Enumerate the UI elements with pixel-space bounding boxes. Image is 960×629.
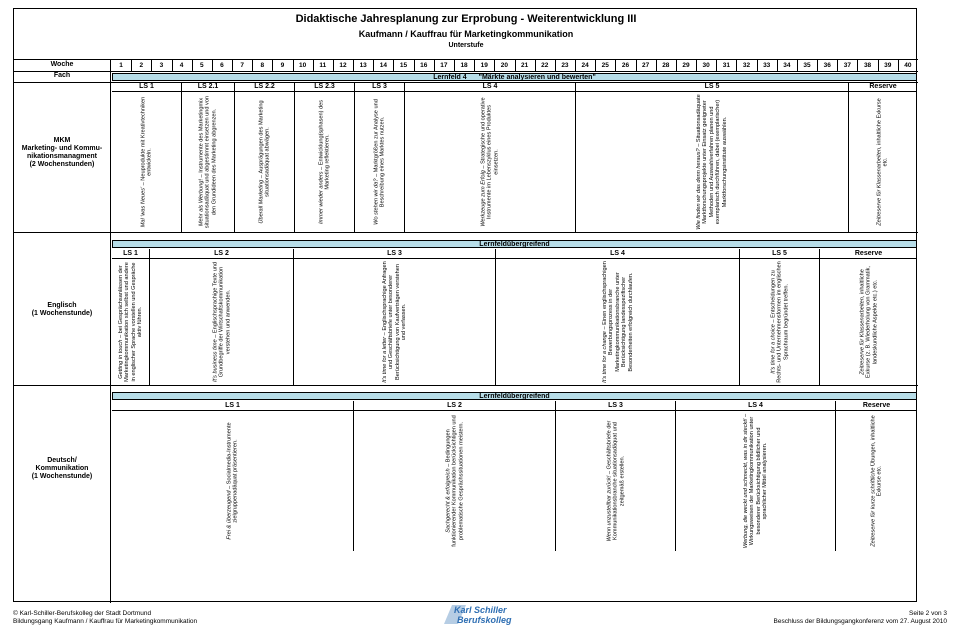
situation-text: Wirkungsweisen der Marketingkommunikation unter besonderer Berücksichtigung bildlicher und sprachlicher Mittel analysieren. — [749, 416, 768, 546]
situation-text: Entwicklung(sphasen) des Marketing reflektieren. — [318, 99, 331, 190]
situation-description — [445, 413, 464, 549]
grid-line — [192, 59, 193, 71]
situation-body — [112, 92, 181, 232]
grid-line — [736, 59, 737, 71]
grid-line — [212, 59, 213, 71]
week-cell: 29 — [682, 62, 690, 69]
week-cell: 7 — [240, 62, 244, 69]
situation-description — [877, 94, 890, 230]
situation-lead: Zeitreserve für kurze schriftliche — [870, 465, 877, 547]
situation-title: LS 3 — [294, 249, 495, 259]
situation-body — [676, 411, 835, 551]
situation-description — [258, 94, 271, 230]
situation-body — [355, 92, 404, 232]
situation-title: Reserve — [836, 401, 917, 411]
grid-line — [414, 59, 415, 71]
situation-lead: Wenn unzustellbar zurück! – — [605, 469, 612, 542]
situation-text: Socialmedia-Instrumente zielgruppenadäquat präsentieren. — [226, 422, 239, 523]
grid-line — [757, 59, 758, 71]
situation-lead: Wo stehen wir da? – — [373, 172, 380, 225]
learning-situation — [849, 82, 917, 232]
situation-text: Strategische und operative Instrumente im Lebenszyklus eines Produktes einsetzen. — [480, 97, 500, 220]
learning-situation — [112, 249, 150, 385]
situation-text: Englischsprachige Texte und Grundbegriffe der Wirtschaftskommunikation verstehen und anwenden. — [211, 261, 231, 378]
situation-text: Entscheidungen zu Rechts- und Unternehmensformen im englischen Sprachraum begründet treffen. — [769, 261, 789, 383]
situation-lead: Sachgerecht & erfolgreich – — [444, 462, 451, 533]
lernfeld-band: Lernfeldübergreifend — [112, 240, 917, 248]
footer-page: Seite 2 von 3 — [909, 610, 947, 617]
situation-text: Übungen, inhaltliche Exkurse etc. — [870, 415, 883, 497]
situation-title: LS 4 — [676, 401, 835, 411]
situation-body — [740, 259, 819, 385]
situation-body — [496, 259, 739, 385]
situation-body — [182, 92, 234, 232]
situation-lead: Zeitreserve für Klassenarbeiten, — [858, 294, 865, 375]
situation-text: Bedingungen funktionierender Kommunikation berücksichtigen und problematische Gesprächssituationen meistern. — [444, 415, 464, 547]
week-cell: 36 — [823, 62, 831, 69]
week-cell: 18 — [460, 62, 468, 69]
week-cell: 3 — [159, 62, 164, 69]
footer-right — [774, 610, 947, 626]
learning-situation — [496, 249, 740, 385]
week-cell: 13 — [359, 62, 367, 69]
situation-description — [212, 261, 231, 383]
week-cell: 33 — [763, 62, 771, 69]
situation-body — [294, 259, 495, 385]
grid-line — [172, 59, 173, 71]
situation-body — [150, 259, 293, 385]
situation-body — [576, 92, 848, 232]
situation-description — [743, 413, 769, 549]
grid-line — [515, 59, 516, 71]
week-cell: 22 — [541, 62, 549, 69]
week-cell: 30 — [702, 62, 710, 69]
week-cell: 15 — [399, 62, 408, 69]
grid-line — [232, 59, 233, 71]
learning-situation — [676, 401, 836, 551]
learning-situation — [235, 82, 295, 232]
situation-lead: It's time for a change – — [601, 324, 608, 383]
grid-line — [837, 59, 838, 71]
mkm-row — [112, 82, 917, 232]
week-cell: 4 — [179, 62, 184, 69]
page-subtitle: Kaufmann / Kauffrau für Marketingkommunikation — [358, 29, 574, 39]
subject-deutsch: Deutsch/ Kommunikation (1 Wochenstunde) — [31, 457, 93, 480]
situation-title: LS 3 — [355, 82, 404, 92]
week-cell: 37 — [843, 62, 851, 69]
situation-title: LS 2.3 — [295, 82, 354, 92]
week-cell: 8 — [260, 62, 265, 69]
situation-text: inhaltliche Exkurse (z. B. Wiederholung von Grammatik, landeskundliche Aspekte etc.) etc. — [858, 266, 878, 378]
situation-lead: Werbung, die weckt und schmeckt, was in dir steckt! – — [742, 413, 749, 549]
grid-line — [575, 59, 576, 71]
subject-label: Fach — [53, 72, 71, 79]
situation-lead: Frei & überzeugend – — [226, 484, 233, 540]
situation-description — [480, 94, 499, 230]
logo-line2: Berufskolleg — [457, 615, 512, 625]
learning-situation — [295, 82, 355, 232]
grid-line — [817, 59, 818, 71]
situation-body — [849, 92, 917, 232]
grid-line — [474, 59, 475, 71]
situation-title: LS 4 — [405, 82, 575, 92]
grid-line — [898, 59, 899, 71]
situation-title: LS 1 — [112, 401, 353, 411]
grid-line — [151, 59, 152, 71]
situation-lead: It's time for a letter – — [381, 330, 388, 383]
situation-description — [318, 94, 331, 230]
band-left: Lernfeld 4 — [433, 74, 467, 81]
week-cell: 9 — [280, 62, 285, 69]
situation-title: LS 1 — [112, 82, 181, 92]
situation-description — [696, 94, 728, 230]
situation-text: Geschäftsbriefe der Kommunikationsbranche situationsadäquat und zeitgemäß erstellen. — [605, 420, 625, 540]
week-cell: 23 — [561, 62, 569, 69]
learning-situation — [576, 82, 849, 232]
footer-copyright: © Karl-Schiller-Berufskolleg der Stadt Dortmund — [13, 610, 152, 617]
situation-description — [606, 413, 625, 549]
planning-sheet — [13, 8, 917, 602]
situation-text: Englischsprachige Anfragen und Geschäftsbriefe unter besonderer Berücksichtigung von Kaufverträgen verstehen und verfassen. — [381, 261, 407, 380]
learning-situation — [150, 249, 294, 385]
week-cell: 31 — [722, 62, 730, 69]
footer-resolution: Beschluss der Bildungsgangkonferenz vom 27. August 2010 — [773, 618, 947, 625]
week-cell: 17 — [440, 62, 448, 69]
lernfeld-band: Lernfeldübergreifend — [112, 392, 917, 400]
situation-body — [405, 92, 575, 232]
stage-label: Unterstufe — [448, 42, 484, 49]
situation-body — [820, 259, 917, 385]
situation-lead: Zeitreserve für Klassenarbeiten, — [876, 144, 883, 226]
situation-title: LS 1 — [112, 249, 149, 259]
footer-program: Bildungsgang Kaufmann / Kauffrau für Marketingkommunikation — [13, 618, 198, 625]
band-right: "Märkte analysieren und bewerten" — [478, 74, 596, 81]
grid-line — [272, 59, 273, 71]
subject-mkm: MKM Marketing- und Kommu- nikationsmanagment (2 Wochenstunden) — [21, 137, 103, 168]
logo-line1: Karl Schiller — [454, 605, 507, 615]
page-title: Didaktische Jahresplanung zur Erprobung - Weiterentwicklung III — [295, 13, 637, 25]
week-cell: 12 — [339, 62, 347, 69]
englisch-row — [112, 249, 917, 385]
situation-lead: It's time for a choice – — [769, 317, 776, 374]
situation-body — [235, 92, 294, 232]
situation-title: LS 2.1 — [182, 82, 234, 92]
situation-description — [373, 94, 386, 230]
situation-description — [226, 413, 239, 549]
situation-title: Reserve — [849, 82, 917, 92]
situation-lead: Immer wieder anders – — [318, 165, 325, 225]
week-cell: 1 — [119, 62, 123, 69]
situation-lead: Werkzeuge zum Erfolg – — [480, 163, 487, 227]
grid-line — [353, 59, 354, 71]
situation-title: LS 5 — [576, 82, 848, 92]
week-cell: 6 — [220, 62, 224, 69]
grid-line — [615, 59, 616, 71]
grid-line — [676, 59, 677, 71]
grid-line — [494, 59, 495, 71]
school-logo — [444, 602, 516, 627]
situation-lead: Getting in touch – — [117, 333, 124, 379]
week-cell: 38 — [863, 62, 872, 69]
grid-line — [555, 59, 556, 71]
week-cell: 35 — [803, 62, 811, 69]
learning-situation — [836, 401, 917, 551]
subject-englisch: Englisch (1 Wochenstunde) — [31, 302, 93, 317]
learning-situation — [182, 82, 235, 232]
week-label: Woche — [50, 61, 74, 68]
learning-situation — [294, 249, 496, 385]
situation-description — [118, 261, 144, 383]
week-cell: 14 — [379, 62, 387, 69]
deutsch-row — [112, 401, 917, 551]
learning-situation — [556, 401, 676, 551]
situation-title: LS 2 — [354, 401, 555, 411]
grid-line — [373, 59, 374, 71]
situation-title: LS 3 — [556, 401, 675, 411]
week-cell: 32 — [742, 62, 751, 69]
situation-title: LS 4 — [496, 249, 739, 259]
grid-line — [777, 59, 778, 71]
week-cell: 40 — [904, 62, 912, 69]
week-cell: 19 — [480, 62, 488, 69]
situation-description — [859, 261, 878, 383]
situation-body — [295, 92, 354, 232]
week-cell: 10 — [299, 62, 307, 69]
situation-description — [601, 261, 633, 383]
grid-line — [797, 59, 798, 71]
situation-body — [556, 411, 675, 551]
learning-situation — [820, 249, 917, 385]
situation-text: inhaltliche Exkurse etc. — [876, 98, 889, 167]
situation-description — [870, 413, 883, 549]
situation-text: Instrumente des Marketingmix situationsadäquat und abgestimmt einsetzen und von den Grundideen des Marketing abgrenzen. — [198, 95, 218, 229]
grid-line — [252, 59, 253, 71]
grid-line — [454, 59, 455, 71]
grid-line — [696, 59, 697, 71]
situation-title: LS 5 — [740, 249, 819, 259]
week-cell: 21 — [520, 62, 529, 69]
footer-left — [13, 610, 197, 626]
week-cell: 24 — [581, 62, 589, 69]
situation-text: Einen englischsprachigen Bewerbungsprozess in der Marketingkommunikationsbranche unter Berücksichtigung landesspezifischer Besonderheiten erfolgreich durchlaufen. — [601, 261, 634, 372]
week-cell: 39 — [884, 62, 892, 69]
week-cell: 16 — [420, 62, 428, 69]
week-cell: 2 — [139, 62, 144, 69]
grid-line — [636, 59, 637, 71]
situation-text: Marktgrößen zur Analyse und Beschreibung eines Marktes nutzen. — [373, 99, 386, 208]
situation-body — [112, 259, 149, 385]
learning-situation — [740, 249, 820, 385]
grid-line — [656, 59, 657, 71]
week-cell: 5 — [199, 62, 204, 69]
situation-description — [382, 261, 408, 383]
week-cell: 27 — [642, 62, 650, 69]
situation-lead: It's business time – — [211, 333, 218, 383]
situation-lead: Mal 'was Neues' – — [140, 180, 147, 228]
situation-body — [112, 411, 353, 551]
situation-description — [198, 94, 217, 230]
situation-text: Neuprodukte mit Kreativtechniken entwickeln. — [140, 96, 153, 181]
grid-line — [14, 232, 918, 233]
lernfeld-band — [112, 73, 917, 81]
week-cell: 25 — [601, 62, 609, 69]
week-cell: 20 — [500, 62, 509, 69]
learning-situation — [112, 82, 182, 232]
learning-situation — [354, 401, 556, 551]
grid-line — [110, 59, 111, 603]
situation-title: LS 2 — [150, 249, 293, 259]
grid-line — [14, 71, 918, 72]
situation-title: LS 2.2 — [235, 82, 294, 92]
situation-body — [836, 411, 917, 551]
situation-text: bei Gesprächsanlässen der Marketingkommunikation sich selbst und andere in englischer Sprache vorstellen und Gespräche aktiv führen. — [117, 262, 143, 382]
week-cell: 34 — [783, 62, 791, 69]
week-cell: 26 — [621, 62, 630, 69]
grid-line — [716, 59, 717, 71]
grid-line — [393, 59, 394, 71]
learning-situation — [405, 82, 576, 232]
grid-line — [434, 59, 435, 71]
situation-lead: Wie finden wir das denn heraus? – — [695, 142, 702, 230]
situation-body — [354, 411, 555, 551]
learning-situation — [355, 82, 405, 232]
grid-line — [14, 385, 918, 386]
grid-line — [878, 59, 879, 71]
grid-line — [313, 59, 314, 71]
situation-text: Ausprägungen des Marketing situationsadäquat abwägen. — [258, 100, 271, 197]
situation-lead: Mehr als Werbung! – — [198, 172, 205, 227]
grid-line — [293, 59, 294, 71]
situation-title: Reserve — [820, 249, 917, 259]
grid-line — [535, 59, 536, 71]
situation-lead: Überall Marketing – — [258, 173, 265, 224]
grid-line — [333, 59, 334, 71]
grid-line — [131, 59, 132, 71]
grid-line — [595, 59, 596, 71]
week-cell: 11 — [319, 62, 327, 69]
grid-line — [857, 59, 858, 71]
situation-description — [140, 94, 153, 230]
week-cell: 28 — [662, 62, 670, 69]
situation-text: Situationsadäquate Marktforschungsprojekte unter Einsatz geeigneter Methoden und Auswahlverfahren planen und exemplarisch durchführen, dabei (exemplarischer) Marktforschungsinstitute auswählen. — [695, 94, 728, 225]
learning-situation — [112, 401, 354, 551]
situation-description — [770, 261, 789, 383]
